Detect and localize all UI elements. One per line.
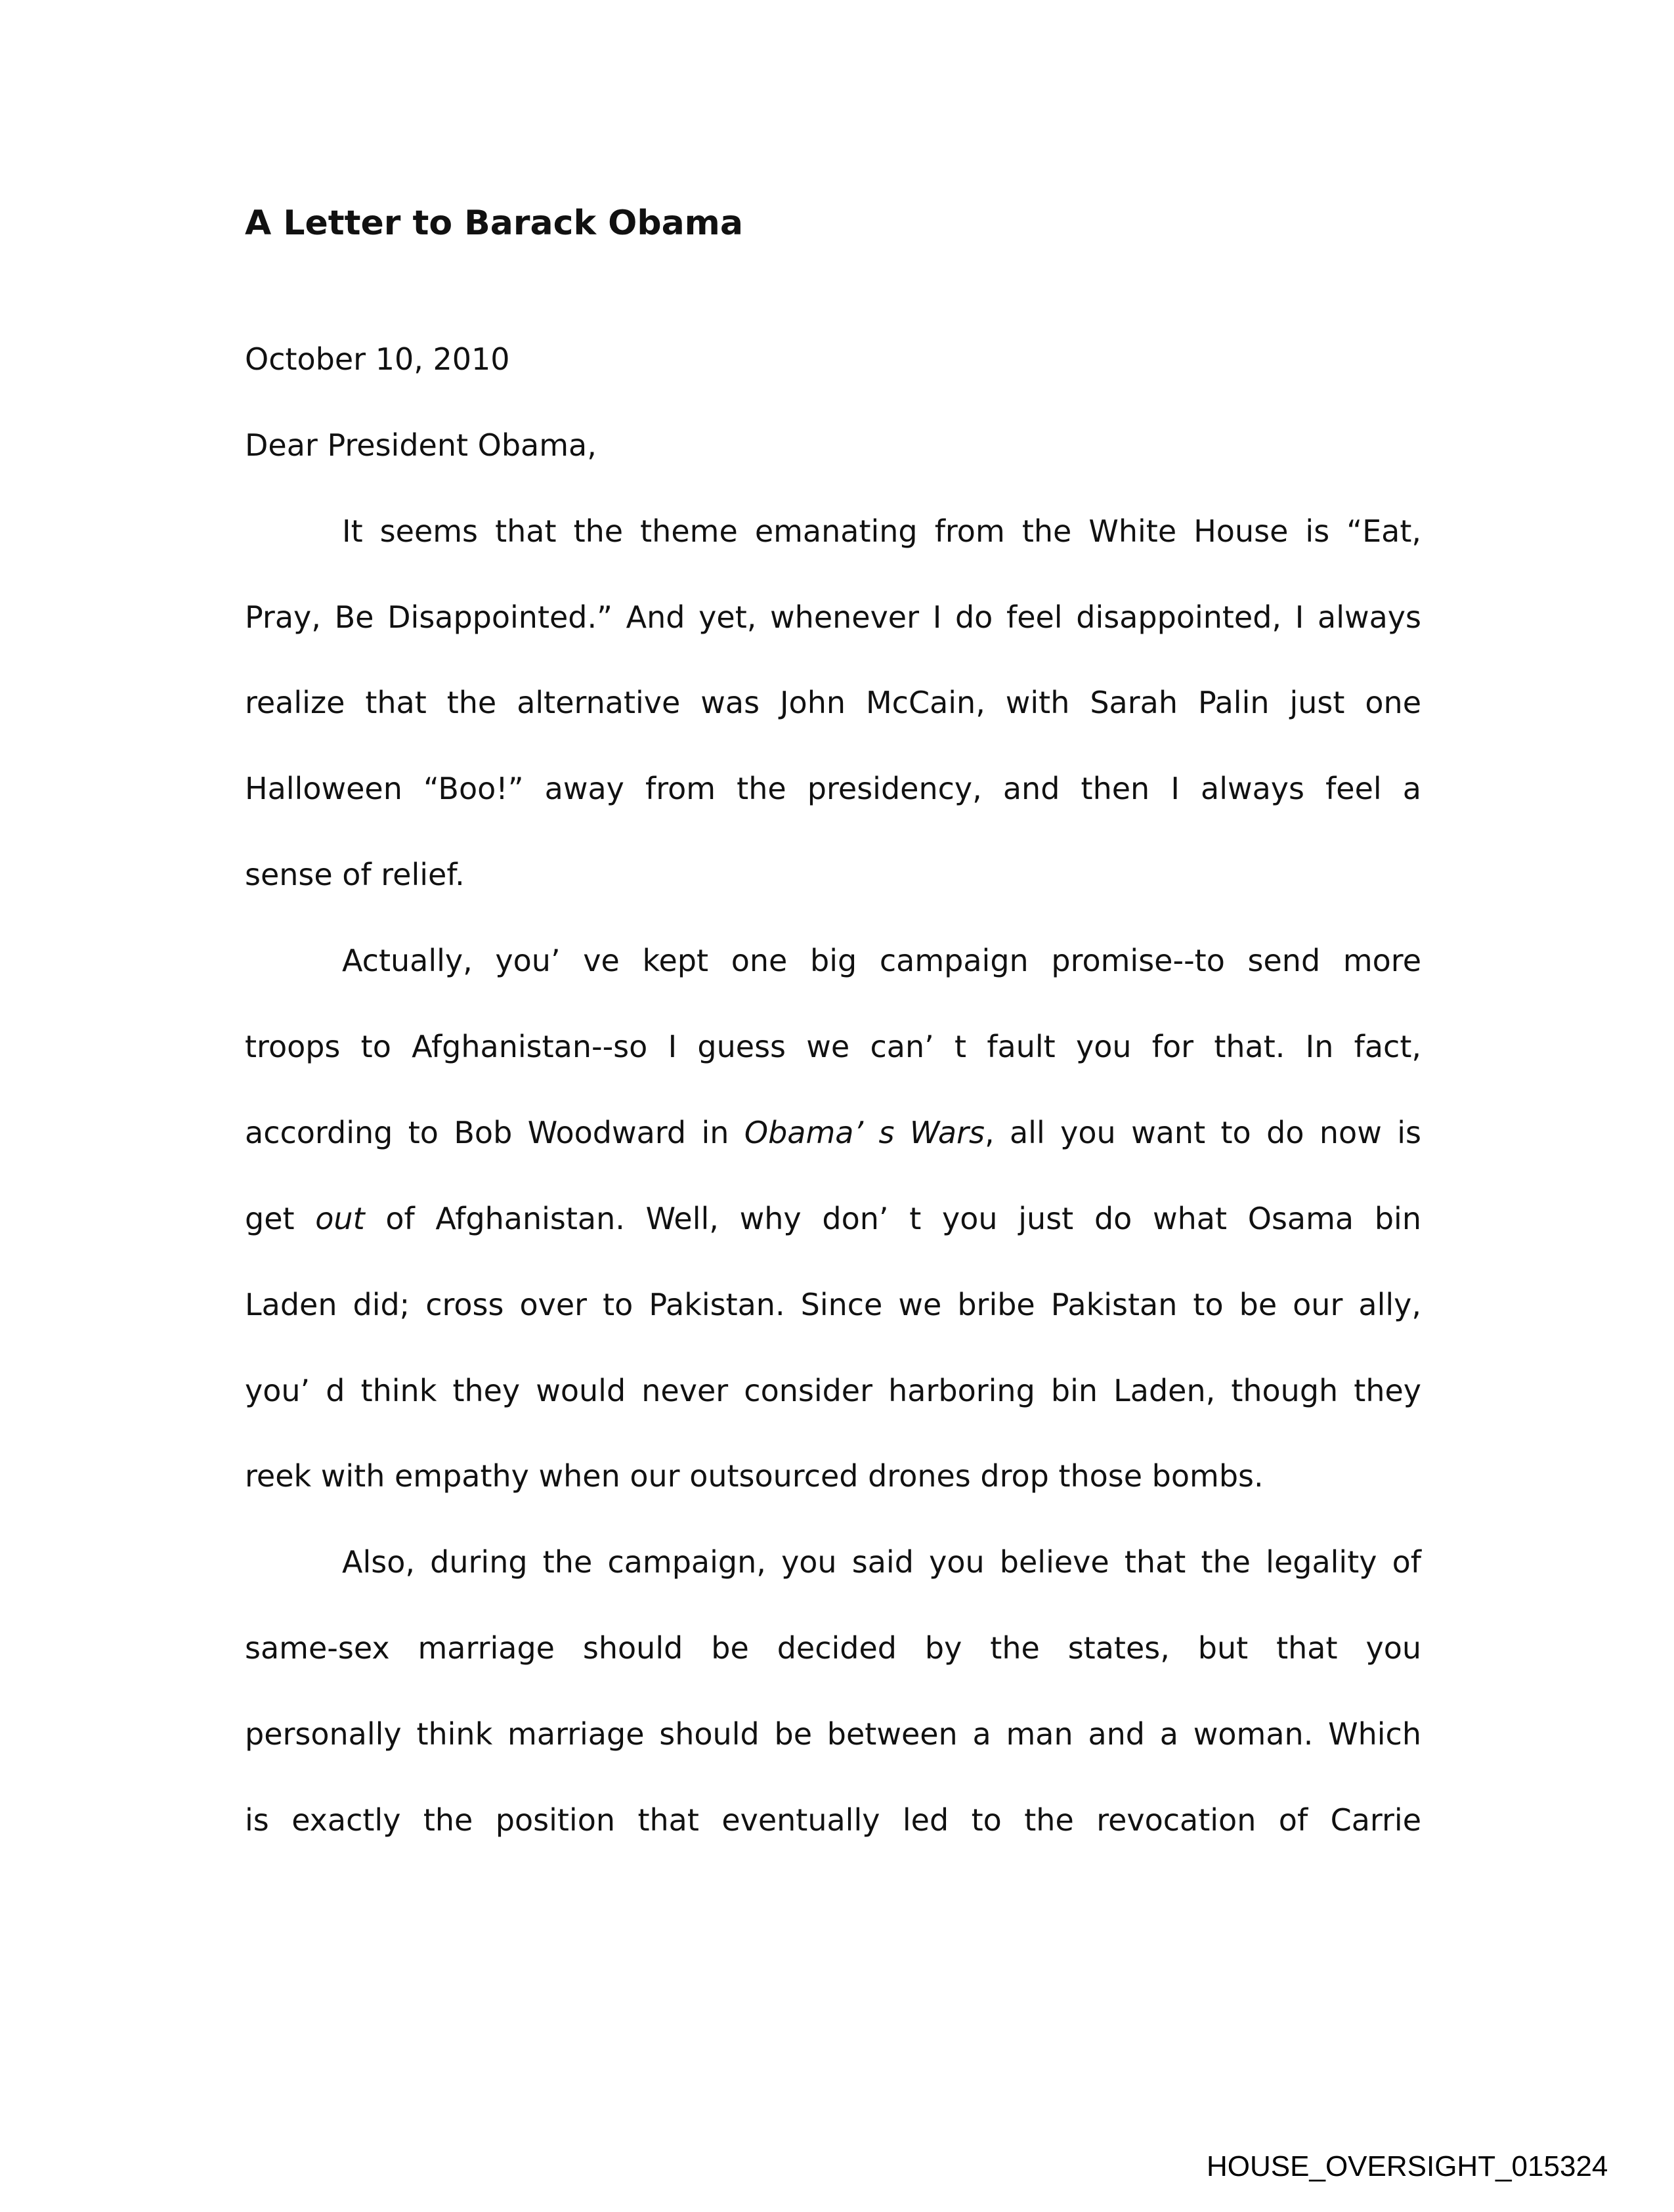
body-line-10: Laden did; cross over to Pakistan. Since we bribe Pakistan to be our ally, [245,1287,1421,1322]
body-line-9-end: of Afghanistan. Well, why don’ t you just do what Osama bin [364,1201,1421,1236]
body-line-11: you’ d think they would never consider harboring bin Laden, though they [245,1373,1421,1408]
letter-salutation: Dear President Obama, [245,427,597,463]
body-line-9 [245,1198,1421,1240]
body-line-12: reek with empathy when our outsourced drones drop those bombs. [245,1458,1264,1494]
body-line-6: Actually, you’ ve kept one big campaign promise--to send more [342,943,1421,978]
document-id-footer: HOUSE_OVERSIGHT_015324 [1207,2150,1608,2182]
body-line-2: Pray, Be Disappointed.” And yet, whenever I do feel disappointed, I always [245,599,1421,635]
emphasis-out: out [315,1201,365,1236]
body-line-4: Halloween “Boo!” away from the presidency, and then I always feel a [245,771,1421,806]
body-line-15: personally think marriage should be between a man and a woman. Which [245,1716,1421,1752]
letter-title: A Letter to Barack Obama [245,204,743,243]
body-line-5: sense of relief. [245,857,465,892]
letter-date: October 10, 2010 [245,341,510,377]
body-line-8-start: according to Bob Woodward in [245,1115,744,1150]
body-line-1: It seems that the theme emanating from the White House is “Eat, [342,513,1421,549]
book-title: Obama’ s Wars [744,1115,985,1150]
body-line-8 [245,1112,1421,1154]
body-line-8-end: , all you want to do now is [984,1115,1421,1150]
body-line-9-start: get [245,1201,316,1236]
body-line-7: troops to Afghanistan--so I guess we can’ t fault you for that. In fact, [245,1029,1421,1064]
body-line-13: Also, during the campaign, you said you believe that the legality of [342,1544,1421,1580]
body-line-14: same-sex marriage should be decided by the states, but that you [245,1630,1421,1666]
body-line-16: is exactly the position that eventually led to the revocation of Carrie [245,1802,1421,1838]
body-line-3: realize that the alternative was John McCain, with Sarah Palin just one [245,685,1421,720]
